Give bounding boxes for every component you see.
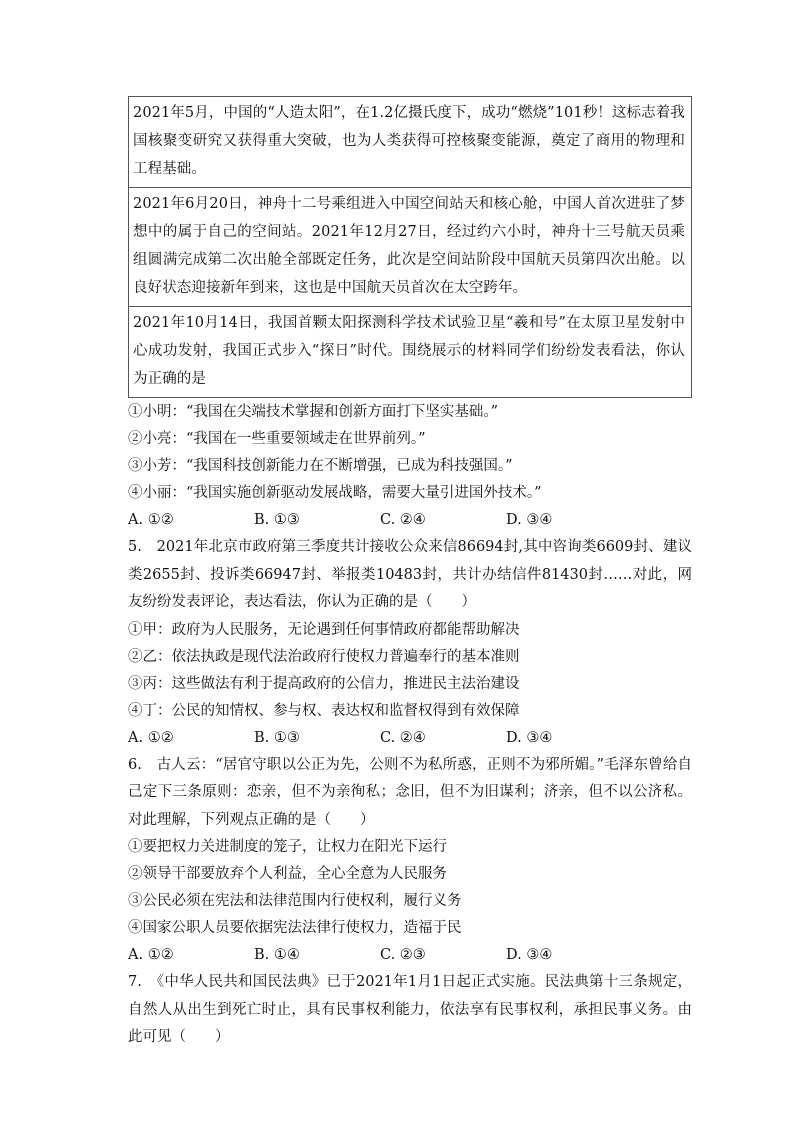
question-7 <box>128 969 692 1052</box>
q7-stem: 7. 《中华人民共和国民法典》已于2021年1月1日起正式实施。民法典第十三条规定，自然人从出生到死亡时止，具有民事权利能力，依法享有民事权利，承担民事义务。由此可见（ ） <box>128 974 692 1045</box>
q5-option-3: ③丙：这些做法有利于提高政府的公信力，推进民主法治建设 <box>128 675 520 692</box>
q6-option-2: ②领导干部要放弃个人利益，全心全意为人民服务 <box>128 866 447 882</box>
material-box-solar-satellite: 2021年10月14日，我国首颗太阳探测科学技术试验卫星“羲和号”在太原卫星发射中心成功发射，我国正式步入“探日”时代。围绕展示的材料同学们纷纷发表看法，你认为正确的是 <box>128 307 692 398</box>
q6-choices <box>128 942 692 969</box>
q4-choices <box>128 507 692 534</box>
q6-stem: 6. 古人云：“居官守职以公正为先，公则不为私所惑，正则不为邪所媚。”毛泽东曾给自己定下三条原则：恋亲，但不为亲徇私；念旧，但不为旧谋利；济亲，但不以公济私。对此理解，下列观点正确的是（ ） <box>128 756 692 828</box>
q4-choice-b[interactable]: B. ①③ <box>254 512 300 528</box>
q4-option-3: ③小芳：“我国科技创新能力在不断增强，已成为科技强国。” <box>128 458 513 474</box>
q6-choice-d[interactable]: D. ③④ <box>506 947 553 963</box>
q4-option-1: ①小明：“我国在尖端技术掌握和创新方面打下坚实基础。” <box>128 404 499 420</box>
q5-option-1: ①甲：政府为人民服务，无论遇到任何事情政府都能帮助解决 <box>128 621 520 638</box>
q4-options <box>128 399 692 507</box>
q6-option-1: ①要把权力关进制度的笼子，让权力在阳光下运行 <box>128 839 447 855</box>
q4-choice-c[interactable]: C. ②④ <box>380 512 426 528</box>
q5-choice-b[interactable]: B. ①③ <box>254 729 300 746</box>
q4-option-2: ②小亮：“我国在一些重要领域走在世界前列。” <box>128 431 426 447</box>
q6-option-4: ④国家公职人员要依据宪法法律行使权力，造福于民 <box>128 920 462 936</box>
q5-choice-d[interactable]: D. ③④ <box>506 729 553 746</box>
q5-option-4: ④丁：公民的知情权、参与权、表达权和监督权得到有效保障 <box>128 702 520 719</box>
q4-choice-d[interactable]: D. ③④ <box>506 512 553 528</box>
q4-option-4: ④小丽：“我国实施创新驱动发展战略，需要大量引进国外技术。” <box>128 485 542 501</box>
q5-option-2: ②乙：依法执政是现代法治政府行使权力普遍奉行的基本准则 <box>128 648 520 665</box>
q5-choice-c[interactable]: C. ②④ <box>380 729 426 746</box>
q6-choice-b[interactable]: B. ①④ <box>254 947 300 963</box>
q6-choice-a[interactable]: A. ①② <box>128 947 174 963</box>
question-6 <box>128 752 692 970</box>
material-box-space-station: 2021年6月20日，神舟十二号乘组进入中国空间站天和核心舱，中国人首次进驻了梦想中的属于自己的空间站。2021年12月27日，经过约六小时，神舟十三号航天员乘组圆满完成第二次出舱全部既定任务，此次是空间站阶段中国航天员第四次出舱。以良好状态迎接新年到来，这也是中国航天员首次在太空跨年。 <box>128 188 692 307</box>
q5-choice-a[interactable]: A. ①② <box>128 729 174 746</box>
q6-option-3: ③公民必须在宪法和法律范围内行使权利，履行义务 <box>128 893 462 909</box>
question-5 <box>128 534 692 752</box>
page-content <box>128 96 692 1052</box>
q5-stem: 5. 2021年北京市政府第三季度共计接收公众来信86694封,其中咨询类6609封、建议类2655封、投诉类66947封、举报类10483封，共计办结信件81430封……对此，网友纷纷发表评论，表达看法，你认为正确的是（ ） <box>128 539 692 610</box>
material-box-fusion: 2021年5月，中国的“人造太阳”，在1.2亿摄氏度下，成功“燃烧”101秒！这标志着我国核聚变研究又获得重大突破，也为人类获得可控核聚变能源，奠定了商用的物理和工程基础。 <box>128 96 692 188</box>
q5-choices <box>128 725 692 752</box>
q6-choice-c[interactable]: C. ②③ <box>380 947 426 963</box>
q4-choice-a[interactable]: A. ①② <box>128 512 174 528</box>
